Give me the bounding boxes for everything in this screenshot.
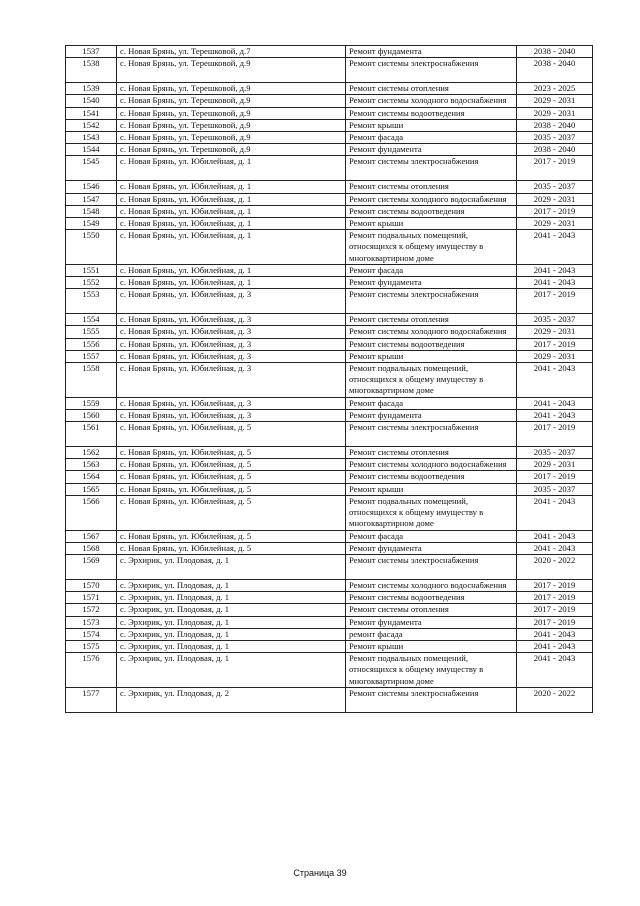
work-type-cell: Ремонт фундамента — [346, 616, 517, 628]
table-row — [66, 95, 593, 107]
address-cell: с. Новая Брянь, ул. Юбилейная, д. 3 — [117, 338, 346, 350]
row-number-cell: 1554 — [66, 314, 117, 326]
period-cell: 2038 - 2040 — [517, 46, 593, 58]
address-cell: с. Эрхирик, ул. Плодовая, д. 1 — [117, 653, 346, 688]
work-type-cell: Ремонт системы водоотведения — [346, 107, 517, 119]
address-cell: с. Новая Брянь, ул. Юбилейная, д. 3 — [117, 326, 346, 338]
row-number-cell: 1564 — [66, 471, 117, 483]
row-number-cell: 1576 — [66, 653, 117, 688]
period-cell: 2017 - 2019 — [517, 156, 593, 181]
table-row — [66, 277, 593, 289]
address-cell: с. Новая Брянь, ул. Юбилейная, д. 1 — [117, 156, 346, 181]
address-cell: с. Новая Брянь, ул. Юбилейная, д. 5 — [117, 530, 346, 542]
period-cell: 2041 - 2043 — [517, 409, 593, 421]
work-type-cell: Ремонт фасада — [346, 264, 517, 276]
table-row — [66, 459, 593, 471]
period-cell: 2038 - 2040 — [517, 119, 593, 131]
period-cell: 2017 - 2019 — [517, 592, 593, 604]
table-row — [66, 530, 593, 542]
row-number-cell: 1547 — [66, 193, 117, 205]
address-cell: с. Новая Брянь, ул. Юбилейная, д. 3 — [117, 350, 346, 362]
address-cell: с. Эрхирик, ул. Плодовая, д. 1 — [117, 640, 346, 652]
address-cell: с. Новая Брянь, ул. Терешковой, д.9 — [117, 95, 346, 107]
row-number-cell: 1565 — [66, 483, 117, 495]
period-cell: 2041 - 2043 — [517, 363, 593, 398]
row-number-cell: 1573 — [66, 616, 117, 628]
table-row — [66, 46, 593, 58]
address-cell: с. Новая Брянь, ул. Юбилейная, д. 1 — [117, 205, 346, 217]
work-type-cell: Ремонт подвальных помещений, относящихся к общему имуществу в многоквартирном доме — [346, 653, 517, 688]
period-cell: 2017 - 2019 — [517, 422, 593, 447]
address-cell: с. Новая Брянь, ул. Юбилейная, д. 3 — [117, 289, 346, 314]
period-cell: 2017 - 2019 — [517, 471, 593, 483]
period-cell: 2035 - 2037 — [517, 447, 593, 459]
period-cell: 2029 - 2031 — [517, 459, 593, 471]
table-row — [66, 687, 593, 712]
period-cell: 2041 - 2043 — [517, 640, 593, 652]
work-type-cell: Ремонт фундамента — [346, 144, 517, 156]
address-cell: с. Новая Брянь, ул. Терешковой, д.9 — [117, 144, 346, 156]
table-row — [66, 156, 593, 181]
address-cell: с. Новая Брянь, ул. Юбилейная, д. 3 — [117, 314, 346, 326]
work-type-cell: ремонт фасада — [346, 628, 517, 640]
row-number-cell: 1562 — [66, 447, 117, 459]
address-cell: с. Новая Брянь, ул. Юбилейная, д. 1 — [117, 264, 346, 276]
address-cell: с. Эрхирик, ул. Плодовая, д. 1 — [117, 628, 346, 640]
work-type-cell: Ремонт крыши — [346, 350, 517, 362]
repair-schedule-table — [65, 45, 593, 713]
work-type-cell: Ремонт системы отопления — [346, 447, 517, 459]
table-row — [66, 579, 593, 591]
table-row — [66, 604, 593, 616]
row-number-cell: 1540 — [66, 95, 117, 107]
row-number-cell: 1551 — [66, 264, 117, 276]
work-type-cell: Ремонт системы отопления — [346, 314, 517, 326]
table-row — [66, 495, 593, 530]
table-row — [66, 350, 593, 362]
address-cell: с. Новая Брянь, ул. Юбилейная, д. 3 — [117, 409, 346, 421]
table-row — [66, 107, 593, 119]
period-cell: 2029 - 2031 — [517, 326, 593, 338]
work-type-cell: Ремонт системы холодного водоснабжения — [346, 459, 517, 471]
row-number-cell: 1539 — [66, 83, 117, 95]
work-type-cell: Ремонт системы отопления — [346, 181, 517, 193]
work-type-cell: Ремонт системы водоотведения — [346, 471, 517, 483]
table-row — [66, 132, 593, 144]
period-cell: 2035 - 2037 — [517, 181, 593, 193]
address-cell: с. Новая Брянь, ул. Терешковой, д.7 — [117, 46, 346, 58]
address-cell: с. Новая Брянь, ул. Юбилейная, д. 5 — [117, 542, 346, 554]
period-cell: 2029 - 2031 — [517, 107, 593, 119]
period-cell: 2029 - 2031 — [517, 350, 593, 362]
row-number-cell: 1569 — [66, 554, 117, 579]
period-cell: 2023 - 2025 — [517, 83, 593, 95]
row-number-cell: 1560 — [66, 409, 117, 421]
table-row — [66, 471, 593, 483]
row-number-cell: 1542 — [66, 119, 117, 131]
work-type-cell: Ремонт крыши — [346, 218, 517, 230]
address-cell: с. Эрхирик, ул. Плодовая, д. 1 — [117, 592, 346, 604]
address-cell: с. Новая Брянь, ул. Юбилейная, д. 3 — [117, 397, 346, 409]
table-row — [66, 542, 593, 554]
row-number-cell: 1538 — [66, 58, 117, 83]
document-page — [65, 45, 592, 713]
period-cell: 2041 - 2043 — [517, 397, 593, 409]
address-cell: с. Новая Брянь, ул. Юбилейная, д. 5 — [117, 422, 346, 447]
row-number-cell: 1561 — [66, 422, 117, 447]
table-row — [66, 653, 593, 688]
period-cell: 2017 - 2019 — [517, 579, 593, 591]
table-row — [66, 447, 593, 459]
row-number-cell: 1545 — [66, 156, 117, 181]
work-type-cell: Ремонт крыши — [346, 119, 517, 131]
table-row — [66, 363, 593, 398]
work-type-cell: Ремонт системы электроснабжения — [346, 422, 517, 447]
work-type-cell: Ремонт системы водоотведения — [346, 592, 517, 604]
address-cell: с. Новая Брянь, ул. Юбилейная, д. 5 — [117, 459, 346, 471]
table-row — [66, 119, 593, 131]
work-type-cell: Ремонт крыши — [346, 640, 517, 652]
period-cell: 2017 - 2019 — [517, 616, 593, 628]
address-cell: с. Эрхирик, ул. Плодовая, д. 1 — [117, 616, 346, 628]
row-number-cell: 1574 — [66, 628, 117, 640]
table-row — [66, 554, 593, 579]
row-number-cell: 1572 — [66, 604, 117, 616]
address-cell: с. Новая Брянь, ул. Юбилейная, д. 1 — [117, 230, 346, 265]
table-row — [66, 205, 593, 217]
table-row — [66, 314, 593, 326]
row-number-cell: 1537 — [66, 46, 117, 58]
table-row — [66, 144, 593, 156]
address-cell: с. Новая Брянь, ул. Терешковой, д.9 — [117, 119, 346, 131]
table-row — [66, 289, 593, 314]
work-type-cell: Ремонт крыши — [346, 483, 517, 495]
period-cell: 2017 - 2019 — [517, 289, 593, 314]
table-row — [66, 193, 593, 205]
row-number-cell: 1571 — [66, 592, 117, 604]
period-cell: 2041 - 2043 — [517, 264, 593, 276]
work-type-cell: Ремонт системы холодного водоснабжения — [346, 193, 517, 205]
address-cell: с. Новая Брянь, ул. Юбилейная, д. 1 — [117, 181, 346, 193]
period-cell: 2017 - 2019 — [517, 338, 593, 350]
row-number-cell: 1563 — [66, 459, 117, 471]
work-type-cell: Ремонт фундамента — [346, 277, 517, 289]
address-cell: с. Новая Брянь, ул. Юбилейная, д. 1 — [117, 193, 346, 205]
address-cell: с. Эрхирик, ул. Плодовая, д. 1 — [117, 604, 346, 616]
work-type-cell: Ремонт фундамента — [346, 542, 517, 554]
table-row — [66, 218, 593, 230]
table-row — [66, 264, 593, 276]
address-cell: с. Эрхирик, ул. Плодовая, д. 1 — [117, 579, 346, 591]
period-cell: 2041 - 2043 — [517, 542, 593, 554]
period-cell: 2041 - 2043 — [517, 230, 593, 265]
row-number-cell: 1558 — [66, 363, 117, 398]
work-type-cell: Ремонт системы холодного водоснабжения — [346, 579, 517, 591]
address-cell: с. Новая Брянь, ул. Терешковой, д.9 — [117, 83, 346, 95]
table-row — [66, 338, 593, 350]
row-number-cell: 1556 — [66, 338, 117, 350]
table-row — [66, 422, 593, 447]
work-type-cell: Ремонт системы отопления — [346, 604, 517, 616]
row-number-cell: 1550 — [66, 230, 117, 265]
work-type-cell: Ремонт системы электроснабжения — [346, 156, 517, 181]
table-row — [66, 326, 593, 338]
work-type-cell: Ремонт системы водоотведения — [346, 338, 517, 350]
address-cell: с. Новая Брянь, ул. Юбилейная, д. 5 — [117, 471, 346, 483]
address-cell: с. Эрхирик, ул. Плодовая, д. 2 — [117, 687, 346, 712]
row-number-cell: 1570 — [66, 579, 117, 591]
address-cell: с. Новая Брянь, ул. Терешковой, д.9 — [117, 58, 346, 83]
work-type-cell: Ремонт фасада — [346, 132, 517, 144]
period-cell: 2020 - 2022 — [517, 687, 593, 712]
table-row — [66, 409, 593, 421]
work-type-cell: Ремонт подвальных помещений, относящихся к общему имуществу в многоквартирном доме — [346, 363, 517, 398]
period-cell: 2038 - 2040 — [517, 144, 593, 156]
table-row — [66, 83, 593, 95]
period-cell: 2041 - 2043 — [517, 495, 593, 530]
table-row — [66, 592, 593, 604]
work-type-cell: Ремонт фундамента — [346, 46, 517, 58]
work-type-cell: Ремонт системы холодного водоснабжения — [346, 326, 517, 338]
row-number-cell: 1543 — [66, 132, 117, 144]
period-cell: 2041 - 2043 — [517, 530, 593, 542]
table-row — [66, 181, 593, 193]
row-number-cell: 1552 — [66, 277, 117, 289]
work-type-cell: Ремонт подвальных помещений, относящихся к общему имуществу в многоквартирном доме — [346, 495, 517, 530]
work-type-cell: Ремонт системы электроснабжения — [346, 58, 517, 83]
table-row — [66, 397, 593, 409]
row-number-cell: 1557 — [66, 350, 117, 362]
period-cell: 2029 - 2031 — [517, 193, 593, 205]
period-cell: 2035 - 2037 — [517, 483, 593, 495]
address-cell: с. Новая Брянь, ул. Юбилейная, д. 1 — [117, 277, 346, 289]
address-cell: с. Новая Брянь, ул. Юбилейная, д. 5 — [117, 447, 346, 459]
period-cell: 2038 - 2040 — [517, 58, 593, 83]
work-type-cell: Ремонт фундамента — [346, 409, 517, 421]
row-number-cell: 1566 — [66, 495, 117, 530]
row-number-cell: 1553 — [66, 289, 117, 314]
work-type-cell: Ремонт системы электроснабжения — [346, 687, 517, 712]
work-type-cell: Ремонт подвальных помещений, относящихся к общему имуществу в многоквартирном доме — [346, 230, 517, 265]
work-type-cell: Ремонт системы водоотведения — [346, 205, 517, 217]
page-number: Страница 39 — [293, 868, 347, 878]
period-cell: 2029 - 2031 — [517, 218, 593, 230]
address-cell: с. Новая Брянь, ул. Юбилейная, д. 3 — [117, 363, 346, 398]
row-number-cell: 1548 — [66, 205, 117, 217]
row-number-cell: 1577 — [66, 687, 117, 712]
address-cell: с. Новая Брянь, ул. Юбилейная, д. 5 — [117, 483, 346, 495]
address-cell: с. Новая Брянь, ул. Терешковой, д.9 — [117, 107, 346, 119]
row-number-cell: 1549 — [66, 218, 117, 230]
period-cell: 2041 - 2043 — [517, 628, 593, 640]
table-row — [66, 58, 593, 83]
work-type-cell: Ремонт системы электроснабжения — [346, 554, 517, 579]
period-cell: 2035 - 2037 — [517, 132, 593, 144]
row-number-cell: 1559 — [66, 397, 117, 409]
row-number-cell: 1546 — [66, 181, 117, 193]
work-type-cell: Ремонт системы отопления — [346, 83, 517, 95]
work-type-cell: Ремонт фасада — [346, 530, 517, 542]
period-cell: 2041 - 2043 — [517, 653, 593, 688]
period-cell: 2035 - 2037 — [517, 314, 593, 326]
work-type-cell: Ремонт системы холодного водоснабжения — [346, 95, 517, 107]
address-cell: с. Новая Брянь, ул. Юбилейная, д. 5 — [117, 495, 346, 530]
address-cell: с. Новая Брянь, ул. Терешковой, д.9 — [117, 132, 346, 144]
row-number-cell: 1555 — [66, 326, 117, 338]
table-row — [66, 616, 593, 628]
period-cell: 2020 - 2022 — [517, 554, 593, 579]
row-number-cell: 1544 — [66, 144, 117, 156]
row-number-cell: 1541 — [66, 107, 117, 119]
address-cell: с. Новая Брянь, ул. Юбилейная, д. 1 — [117, 218, 346, 230]
table-body — [66, 46, 593, 713]
row-number-cell: 1568 — [66, 542, 117, 554]
period-cell: 2041 - 2043 — [517, 277, 593, 289]
table-row — [66, 483, 593, 495]
period-cell: 2029 - 2031 — [517, 95, 593, 107]
table-row — [66, 628, 593, 640]
period-cell: 2017 - 2019 — [517, 205, 593, 217]
work-type-cell: Ремонт фасада — [346, 397, 517, 409]
row-number-cell: 1575 — [66, 640, 117, 652]
row-number-cell: 1567 — [66, 530, 117, 542]
table-row — [66, 230, 593, 265]
table-row — [66, 640, 593, 652]
address-cell: с. Эрхирик, ул. Плодовая, д. 1 — [117, 554, 346, 579]
period-cell: 2017 - 2019 — [517, 604, 593, 616]
work-type-cell: Ремонт системы электроснабжения — [346, 289, 517, 314]
